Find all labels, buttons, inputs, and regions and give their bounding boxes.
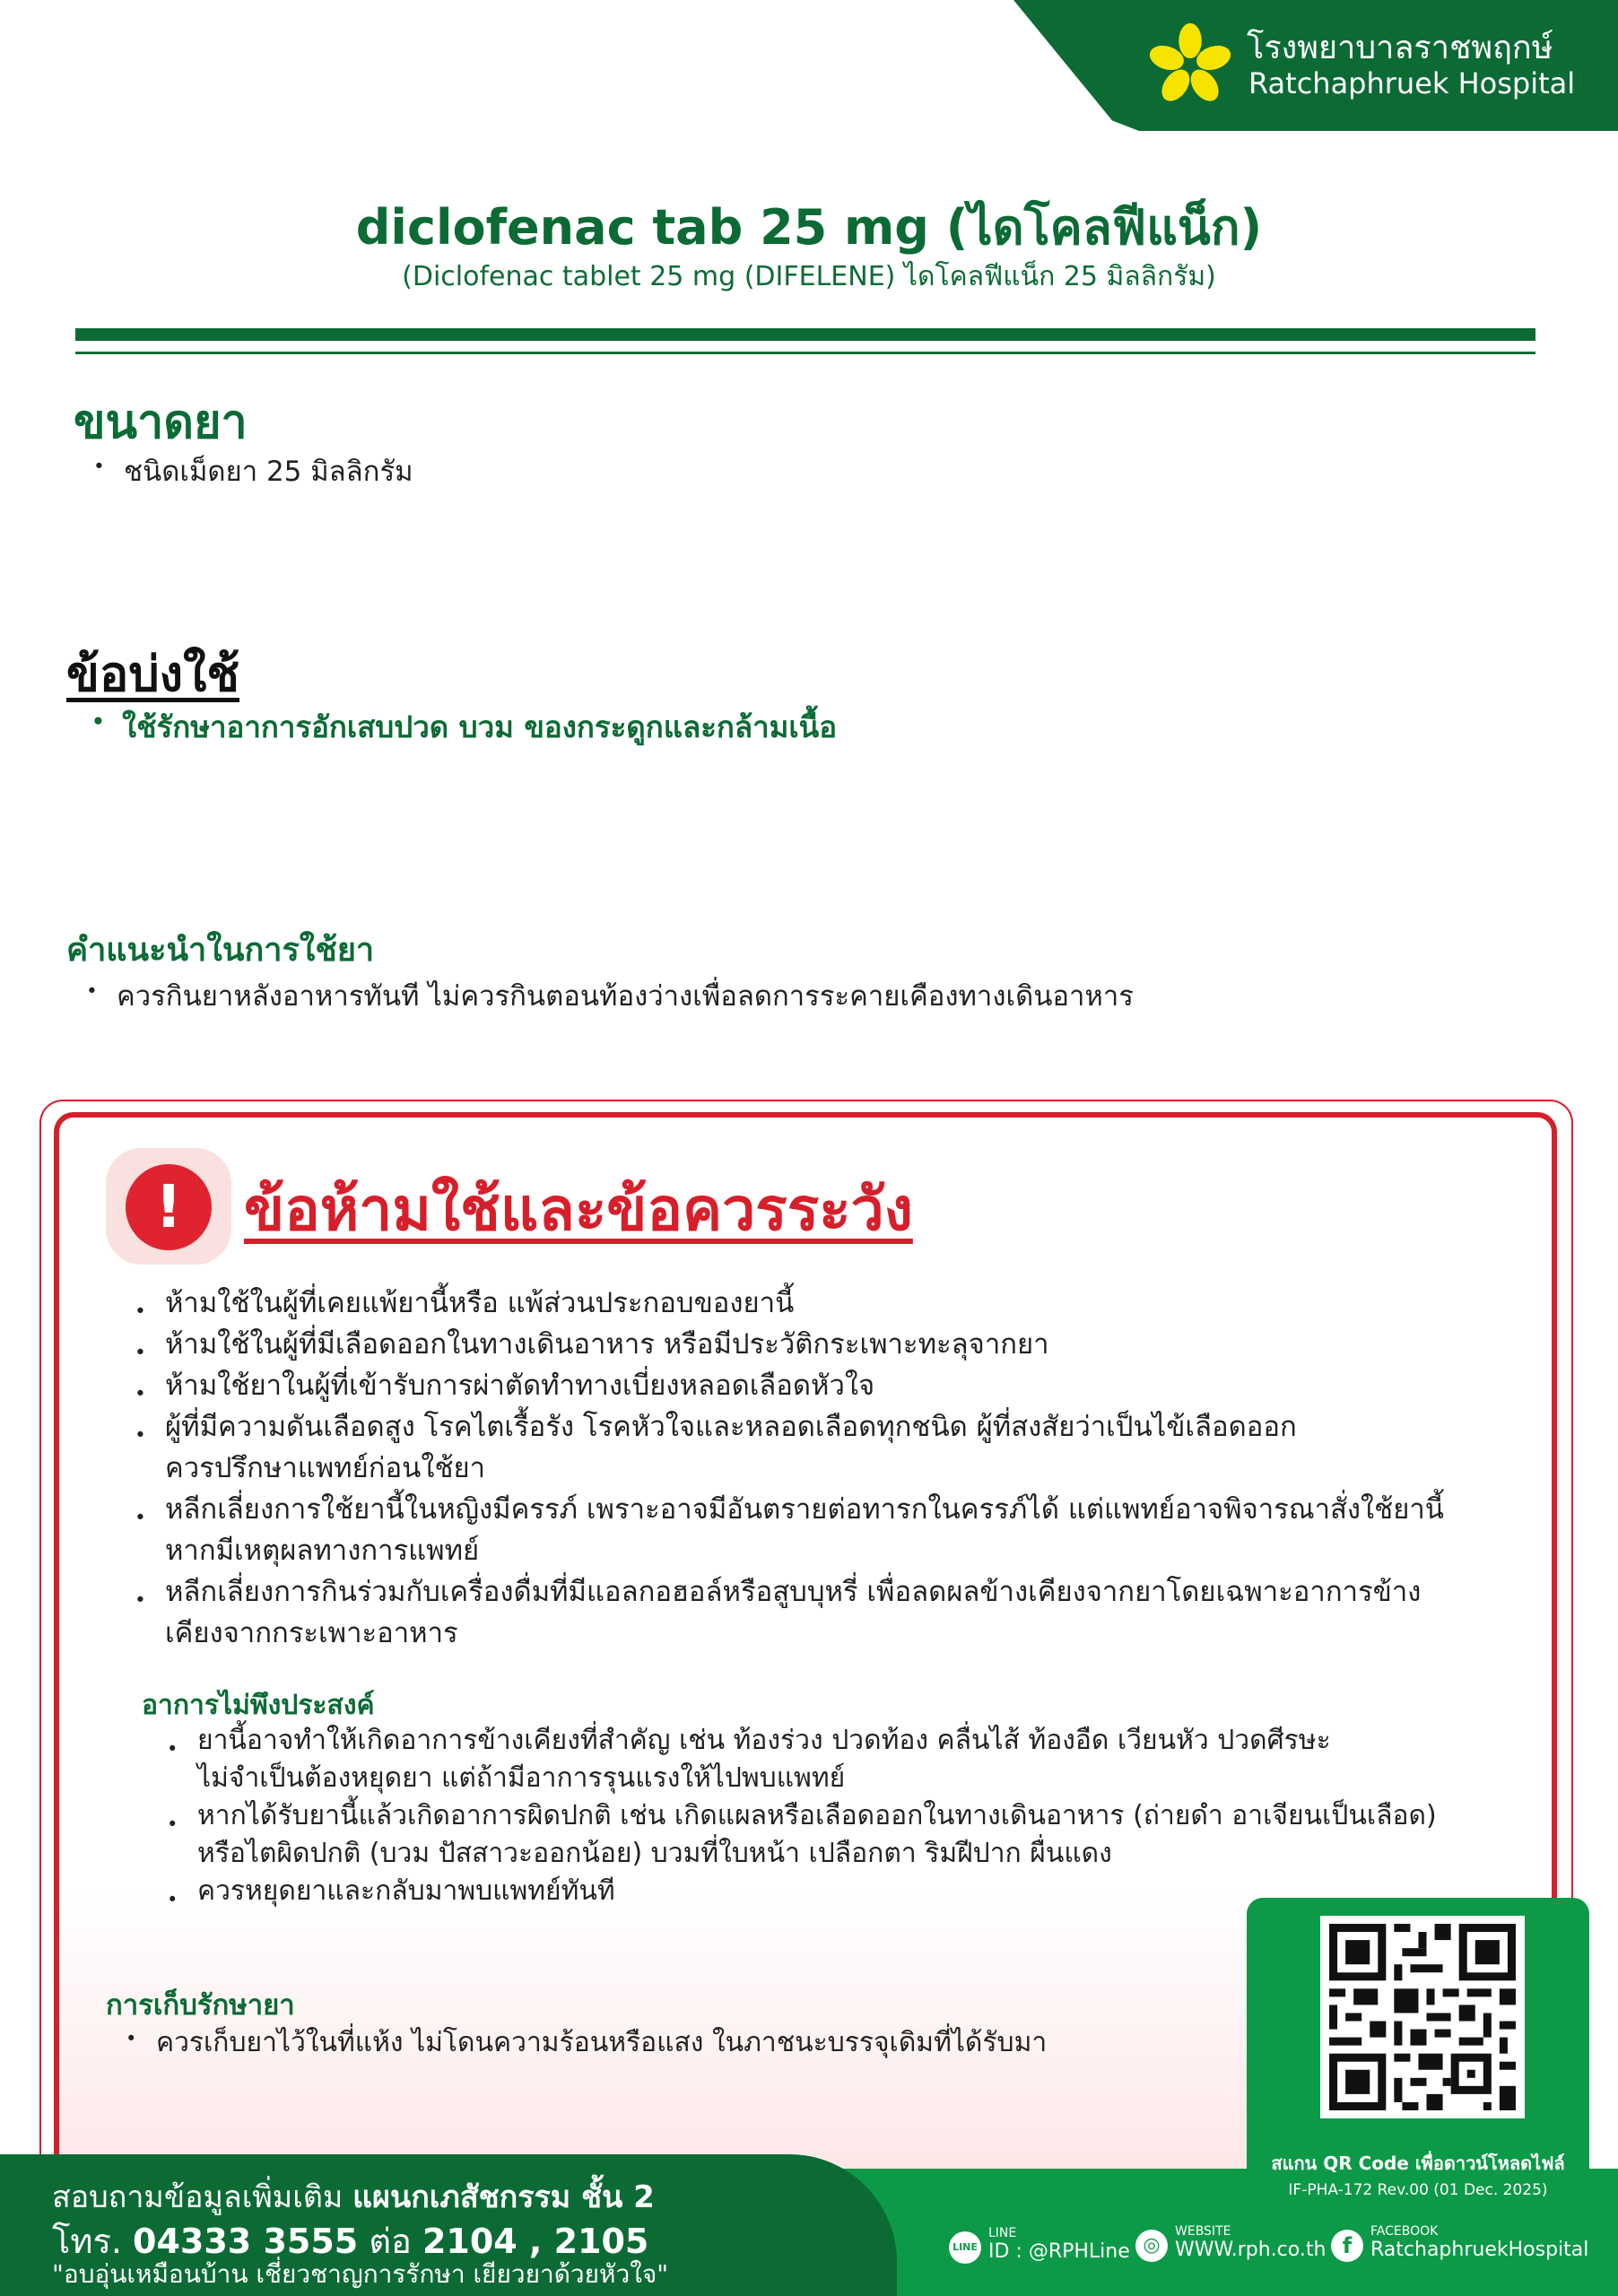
extension-prefix: ต่อ bbox=[369, 2222, 412, 2261]
contraindication-item bbox=[131, 1365, 1444, 1406]
usage-heading: คำแนะนำในการใช้ยา bbox=[66, 932, 375, 969]
adverse-effect-item bbox=[163, 1873, 1437, 1910]
contact-prefix: สอบถามข้อมูลเพิ่มเติม bbox=[52, 2179, 344, 2215]
adverse-effects-heading: อาการไม่พึงประสงค์ bbox=[142, 1690, 375, 1721]
drug-subtitle: (Diclofenac tablet 25 mg (DIFELENE) ไดโคลฟีแน็ก 25 มิลลิกรัม) bbox=[402, 261, 1216, 292]
adverse-effect-line: หากได้รับยานี้แล้วเกิดอาการผิดปกติ เช่น เกิดแผลหรือเลือดออกในทางเดินอาหาร (ถ่ายดำ อาเจียนเป็นเลือด) bbox=[197, 1800, 1437, 1831]
adverse-effect-line: หรือไตผิดปกติ (บวม ปัสสาวะออกน้อย) บวมที่ใบหน้า เปลือกตา ริมฝีปาก ผื่นแดง bbox=[197, 1838, 1112, 1869]
globe-icon: ◎ bbox=[1135, 2230, 1168, 2262]
adverse-effect-line: ควรหยุดยาและกลับมาพบแพทย์ทันที bbox=[197, 1875, 615, 1907]
line-icon: LINE bbox=[949, 2231, 981, 2264]
qr-caption: สแกน QR Code เพื่อดาวน์โหลดไฟล์ bbox=[1271, 2152, 1565, 2174]
hospital-name-english: Ratchaphruek Hospital bbox=[1248, 66, 1576, 100]
website-url: WWW.rph.co.th bbox=[1175, 2239, 1327, 2261]
adverse-effect-item bbox=[163, 1722, 1437, 1797]
indication-item: • ใช้รักษาอาการอักเสบปวด บวม ของกระดูกและกล้ามเนื้อ bbox=[88, 703, 837, 751]
qr-code-frame[interactable] bbox=[1320, 1916, 1525, 2118]
contraindication-line: ห้ามใช้ในผู้ที่มีเลือดออกในทางเดินอาหาร หรือมีประวัติกระเพาะทะลุจากยา bbox=[165, 1328, 1049, 1361]
contraindication-item bbox=[131, 1571, 1444, 1654]
contraindication-item bbox=[131, 1489, 1444, 1571]
contraindication-item bbox=[131, 1324, 1444, 1365]
indication-heading: ข้อบ่งใช้ bbox=[66, 646, 240, 702]
contraindications-list bbox=[131, 1283, 1444, 1654]
usage-list bbox=[83, 973, 1134, 1018]
adverse-effect-item bbox=[163, 1797, 1437, 1873]
contraindication-item bbox=[131, 1283, 1444, 1324]
document-id: IF-PHA-172 Rev.00 (01 Dec. 2025) bbox=[1288, 2181, 1548, 2199]
ratchaphruek-flower-logo bbox=[1146, 20, 1234, 108]
dosage-heading: ขนาดยา bbox=[74, 396, 248, 449]
facebook-label: FACEBOOK bbox=[1370, 2224, 1439, 2239]
hospital-slogan: "อบอุ่นเหมือนบ้าน เชี่ยวชาญการรักษา เยียวยาด้วยหัวใจ" bbox=[52, 2259, 669, 2289]
department-name: แผนกเภสัชกรรม ชั้น 2 bbox=[352, 2179, 655, 2215]
divider-thick bbox=[75, 328, 1535, 341]
exclamation-icon: ! bbox=[126, 1164, 212, 1250]
storage-heading: การเก็บรักษายา bbox=[106, 1989, 295, 2022]
indication-list bbox=[88, 703, 837, 751]
storage-item: • ควรเก็บยาไว้ในที่แห้ง ไม่โดนความร้อนหรือแสง ในภาชนะบรรจุเดิมที่ได้รับมา bbox=[122, 2022, 1047, 2064]
dosage-list bbox=[90, 448, 413, 493]
extension-numbers: 2104 , 2105 bbox=[422, 2222, 649, 2261]
contraindication-line: หลีกเลี่ยงการกินร่วมกับเครื่องดื่มที่มีแอลกอฮอล์หรือสูบบุหรี่ เพื่อลดผลข้างเคียงจากยาโดยเฉพาะอาการข้าง bbox=[165, 1576, 1422, 1608]
phone-number[interactable]: 04333 3555 bbox=[133, 2222, 359, 2261]
contraindications-title: ข้อห้ามใช้และข้อควรระวัง bbox=[244, 1175, 913, 1244]
contraindication-line: หลีกเลี่ยงการใช้ยานี้ในหญิงมีครรภ์ เพราะอาจมีอันตรายต่อทารกในครรภ์ได้ แต่แพทย์อาจพิจารณาสั่งใช้ยานี้ bbox=[165, 1493, 1444, 1526]
contraindication-line: เคียงจากกระเพาะอาหาร bbox=[165, 1617, 458, 1649]
adverse-effect-line: ยานี้อาจทำให้เกิดอาการข้างเคียงที่สำคัญ เช่น ท้องร่วง ปวดท้อง คลื่นไส้ ท้องอืด เวียนหัว ปวดศีรษะ bbox=[197, 1725, 1331, 1756]
drug-title: diclofenac tab 25 mg (ไดโคลฟีแน็ก) bbox=[355, 199, 1263, 256]
contraindication-line: ห้ามใช้ยาในผู้ที่เข้ารับการผ่าตัดทำทางเบี่ยงหลอดเลือดหัวใจ bbox=[165, 1370, 875, 1402]
contraindication-line: ผู้ที่มีความดันเลือดสูง โรคไตเรื้อรัง โรคหัวใจและหลอดเลือดทุกชนิด ผู้ที่สงสัยว่าเป็นไข้เลือดออก bbox=[165, 1411, 1297, 1443]
adverse-effects-list bbox=[163, 1722, 1437, 1910]
facebook-icon: f bbox=[1331, 2230, 1363, 2262]
usage-item: • ควรกินยาหลังอาหารทันที ไม่ควรกินตอนท้องว่างเพื่อลดการระคายเคืองทางเดินอาหาร bbox=[83, 973, 1134, 1018]
line-id: ID : @RPHLine bbox=[988, 2240, 1130, 2263]
website-label: WEBSITE bbox=[1175, 2224, 1231, 2239]
line-label: LINE bbox=[988, 2226, 1017, 2240]
storage-list bbox=[122, 2022, 1047, 2064]
adverse-effect-line: ไม่จำเป็นต้องหยุดยา แต่ถ้ามีอาการรุนแรงให้ไปพบแพทย์ bbox=[197, 1762, 846, 1794]
dosage-item: • ชนิดเม็ดยา 25 มิลลิกรัม bbox=[90, 448, 413, 493]
qr-code-icon bbox=[1320, 1916, 1525, 2118]
contraindication-line: หากมีเหตุผลทางการแพทย์ bbox=[165, 1535, 480, 1567]
contraindication-item bbox=[131, 1406, 1444, 1489]
facebook-page: RatchaphruekHospital bbox=[1370, 2239, 1589, 2261]
contraindication-line: ควรปรึกษาแพทย์ก่อนใช้ยา bbox=[165, 1452, 486, 1484]
divider-thin bbox=[75, 352, 1535, 354]
contraindication-line: ห้ามใช้ในผู้ที่เคยแพ้ยานี้หรือ แพ้ส่วนประกอบของยานี้ bbox=[165, 1287, 795, 1319]
hospital-name-thai: โรงพยาบาลราชพฤกษ์ bbox=[1247, 30, 1553, 66]
phone-prefix: โทร. bbox=[52, 2222, 122, 2261]
